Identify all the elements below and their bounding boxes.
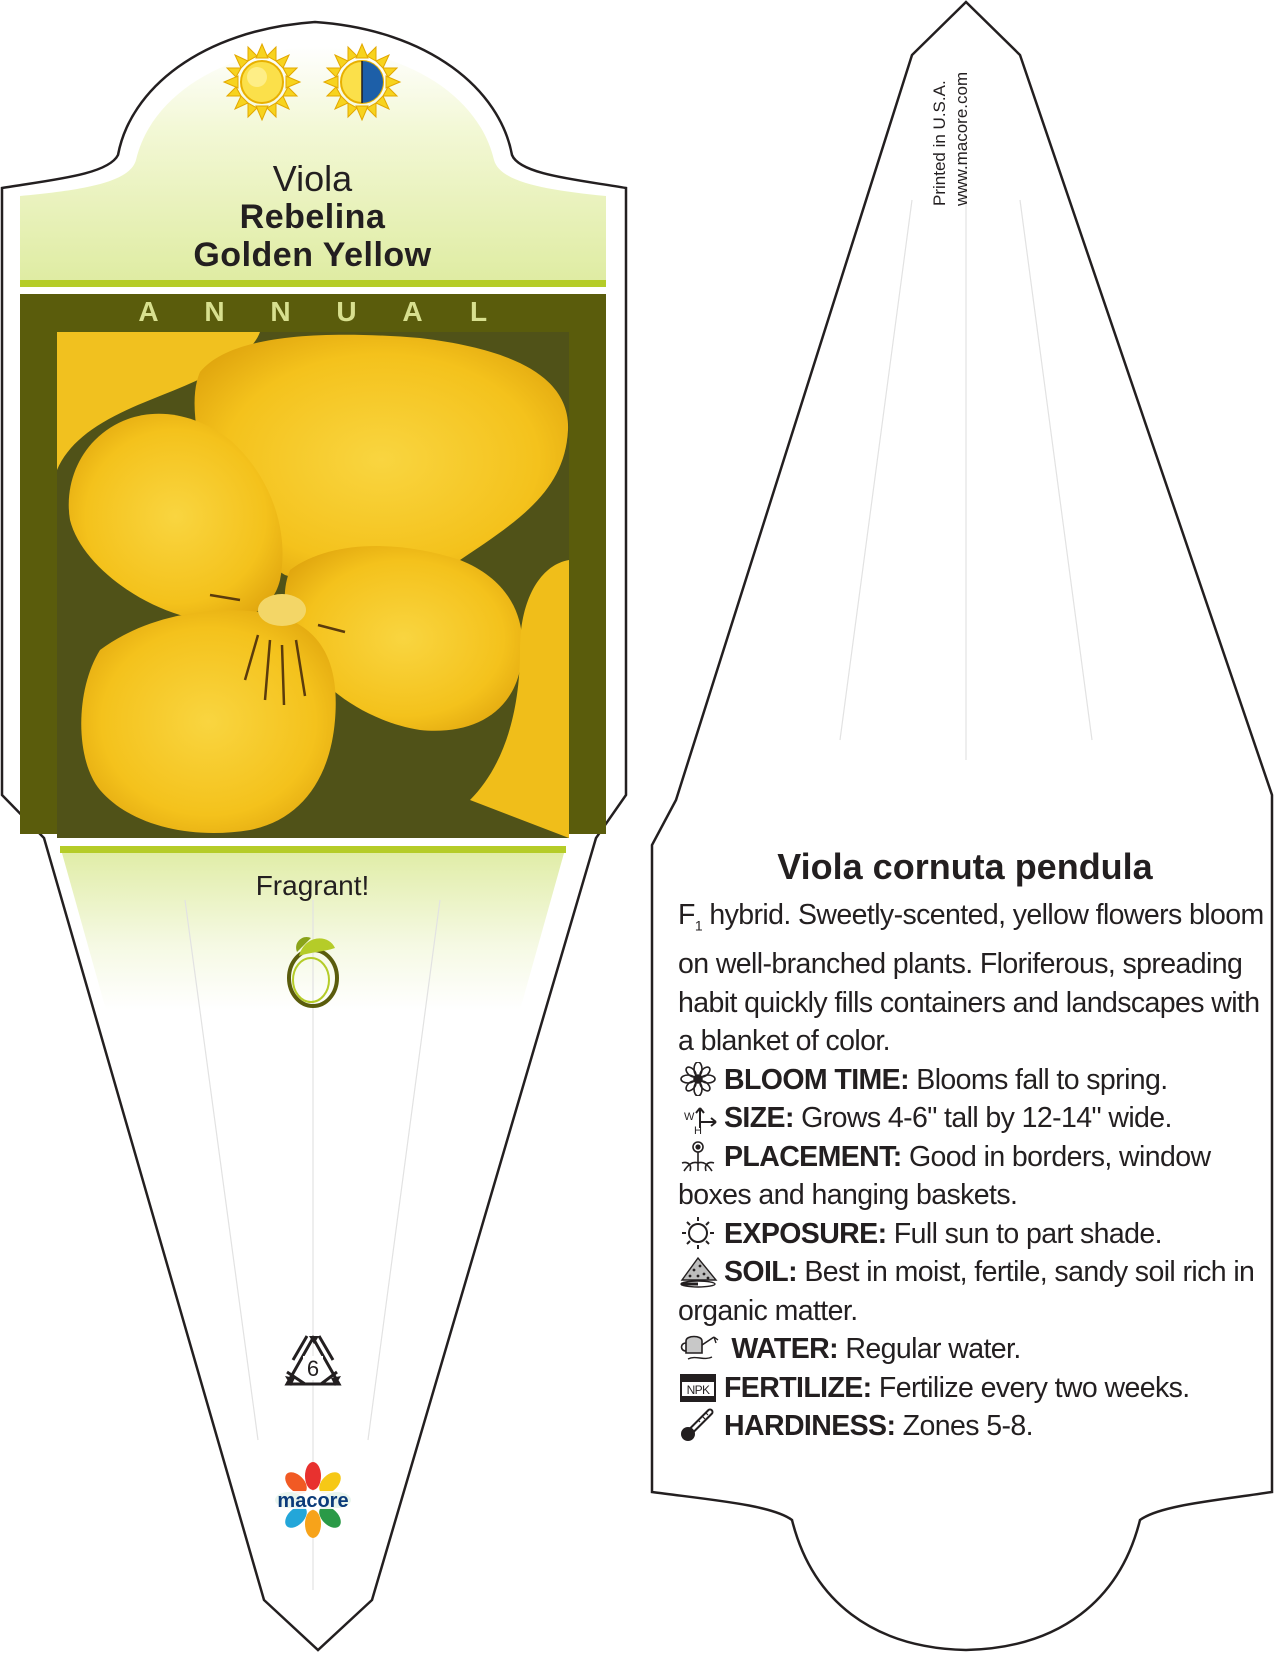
placement-icon bbox=[678, 1139, 720, 1173]
printed-line: Printed in U.S.A. bbox=[930, 80, 949, 206]
thermometer-icon bbox=[678, 1408, 720, 1442]
attribute-label: PLACEMENT: bbox=[724, 1140, 902, 1173]
macore-wordmark: macore bbox=[277, 1490, 349, 1512]
botanical-name: Viola cornuta pendula bbox=[777, 846, 1153, 887]
description-subscript: 1 bbox=[694, 917, 702, 934]
water-row bbox=[678, 1330, 1266, 1369]
full-sun-icon bbox=[224, 44, 300, 120]
npk-icon bbox=[678, 1370, 720, 1404]
exposure-row bbox=[678, 1215, 1266, 1254]
description-prefix: F bbox=[678, 899, 695, 931]
care-description bbox=[678, 896, 1266, 1446]
attribute-text: Full sun to part shade. bbox=[886, 1217, 1162, 1250]
sun-exposure-icon bbox=[678, 1216, 720, 1250]
placement-row bbox=[678, 1138, 1266, 1215]
attribute-label: HARDINESS: bbox=[724, 1410, 896, 1443]
category-letter: N bbox=[270, 296, 291, 327]
watering-can-icon bbox=[678, 1331, 720, 1365]
printed-in-usa bbox=[905, 48, 985, 208]
bloom-time-row bbox=[678, 1061, 1266, 1100]
plant-variety-line2: Golden Yellow bbox=[193, 236, 432, 274]
recycle-code: 6 bbox=[306, 1356, 320, 1381]
plant-variety-line1: Rebelina bbox=[239, 198, 386, 236]
tagline: Fragrant! bbox=[255, 870, 370, 901]
part-shade-icon bbox=[324, 44, 400, 120]
soil-row bbox=[678, 1253, 1266, 1330]
category-letter: L bbox=[469, 296, 488, 327]
attribute-label: BLOOM TIME: bbox=[724, 1063, 909, 1096]
description bbox=[678, 896, 1266, 1061]
size-row bbox=[678, 1099, 1266, 1138]
attribute-text: Zones 5-8. bbox=[895, 1410, 1033, 1443]
attribute-text: Best in moist, fertile, sandy soil rich in organic matter. bbox=[678, 1256, 1255, 1327]
soil-icon bbox=[678, 1254, 720, 1288]
size-icon-w: W bbox=[684, 1111, 694, 1124]
attribute-text: Blooms fall to spring. bbox=[908, 1063, 1168, 1096]
attribute-label: SIZE: bbox=[724, 1102, 794, 1135]
attribute-label: WATER: bbox=[731, 1333, 839, 1366]
category-letter: N bbox=[204, 296, 225, 327]
size-icon bbox=[678, 1100, 720, 1134]
attribute-text: Regular water. bbox=[838, 1333, 1021, 1366]
hardiness-row bbox=[678, 1407, 1266, 1446]
description-text: hybrid. Sweetly-scented, yellow flowers bloom on well-branched plants. Floriferous, spreading habit quickly fills containers and landscapes with a blanket of color. bbox=[678, 899, 1264, 1058]
category-label bbox=[22, 296, 605, 328]
npk-label: NPK bbox=[686, 1382, 710, 1397]
attribute-text: Fertilize every two weeks. bbox=[871, 1371, 1190, 1404]
flower-icon bbox=[678, 1062, 720, 1096]
plant-genus: Viola bbox=[272, 158, 353, 199]
category-letter: A bbox=[402, 296, 423, 327]
category-letter: A bbox=[138, 296, 159, 327]
category-letter: U bbox=[336, 296, 357, 327]
attribute-text: Grows 4-6" tall by 12-14" wide. bbox=[793, 1102, 1172, 1135]
size-icon-h: H bbox=[694, 1125, 702, 1135]
attribute-label: FERTILIZE: bbox=[724, 1371, 872, 1404]
attribute-label: EXPOSURE: bbox=[724, 1217, 887, 1250]
attribute-text: Good in borders, window boxes and hanging baskets. bbox=[678, 1140, 1211, 1212]
fertilize-row bbox=[678, 1369, 1266, 1408]
attribute-label: SOIL: bbox=[724, 1256, 797, 1289]
flower-photo bbox=[57, 332, 569, 838]
website-line: www.macore.com bbox=[952, 71, 971, 206]
